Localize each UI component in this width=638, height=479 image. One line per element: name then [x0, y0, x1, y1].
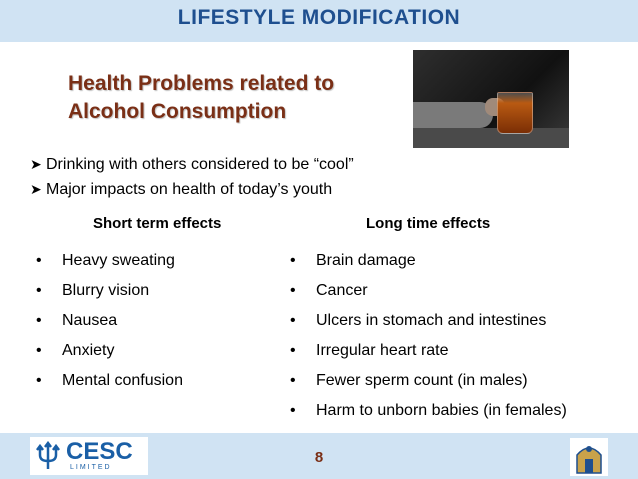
list-item-text: Mental confusion [62, 372, 183, 389]
key-points [30, 152, 354, 202]
slide-subtitle [68, 70, 388, 126]
list-item-text: Ulcers in stomach and intestines [316, 312, 547, 329]
bullet-dot-icon: • [36, 252, 42, 269]
bullet-dot-icon: • [290, 402, 296, 419]
list-item-text: Harm to unborn babies (in females) [316, 402, 567, 419]
photo-glass [497, 92, 533, 134]
key-point-text: Drinking with others considered to be “cool” [46, 156, 354, 173]
emblem-icon [569, 437, 609, 477]
bullet-dot-icon: • [36, 372, 42, 389]
list-item-text: Blurry vision [62, 282, 150, 299]
list-item [36, 246, 183, 276]
long-term-list [290, 246, 567, 426]
list-item-text: Nausea [62, 312, 118, 329]
arrow-bullet-icon: ➤ [30, 156, 42, 172]
key-point-text: Major impacts on health of today’s youth [46, 181, 333, 198]
key-point [30, 177, 354, 202]
long-term-heading: Long time effects [366, 215, 491, 232]
logo-subtext: LIMITED [70, 464, 112, 471]
list-item [290, 306, 567, 336]
list-item-text: Anxiety [62, 342, 115, 359]
bullet-dot-icon: • [290, 252, 296, 269]
list-item [36, 336, 183, 366]
bullet-dot-icon: • [290, 282, 296, 299]
bullet-dot-icon: • [36, 342, 42, 359]
list-item [36, 306, 183, 336]
bullet-dot-icon: • [36, 282, 42, 299]
bullet-dot-icon: • [290, 372, 296, 389]
arrow-bullet-icon: ➤ [30, 181, 42, 197]
page-number: 8 [314, 449, 324, 466]
bullet-dot-icon: • [290, 342, 296, 359]
subtitle-line-2: Alcohol Consumption [68, 100, 287, 123]
bullet-dot-icon: • [36, 312, 42, 329]
short-term-heading: Short term effects [93, 215, 222, 232]
short-term-list [36, 246, 183, 396]
list-item-text: Irregular heart rate [316, 342, 449, 359]
list-item-text: Fewer sperm count (in males) [316, 372, 528, 389]
list-item [36, 366, 183, 396]
subtitle-line-1: Health Problems related to [68, 72, 335, 95]
list-item [290, 396, 567, 426]
photo-table [413, 128, 569, 148]
list-item-text: Brain damage [316, 252, 416, 269]
list-item [290, 276, 567, 306]
list-item [290, 366, 567, 396]
list-item [36, 276, 183, 306]
bullet-dot-icon: • [290, 312, 296, 329]
list-item-text: Heavy sweating [62, 252, 175, 269]
list-item [290, 336, 567, 366]
slide-title: LIFESTYLE MODIFICATION [177, 6, 461, 29]
alcohol-glass-photo [413, 50, 569, 148]
list-item-text: Cancer [316, 282, 368, 299]
list-item [290, 246, 567, 276]
photo-arm [413, 102, 493, 128]
key-point [30, 152, 354, 177]
logo-text: CESC [66, 438, 133, 465]
